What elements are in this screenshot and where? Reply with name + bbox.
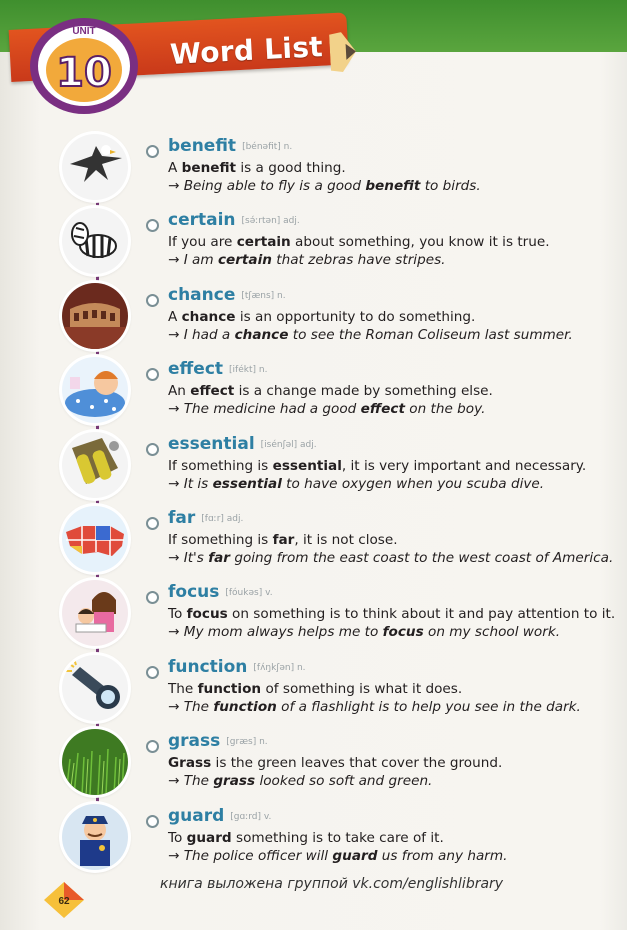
- headword: [168, 359, 267, 379]
- text-segment: going from the east coast to the west coast of America.: [230, 550, 614, 566]
- pronunciation: [fʌ́ŋkʃən] n.: [253, 662, 306, 673]
- bullet-circle-icon: [146, 443, 159, 456]
- keyword-highlight: certain: [236, 234, 291, 251]
- definition: [168, 830, 444, 846]
- keyword-highlight: essential: [212, 475, 282, 492]
- footer-watermark: книга выложена группой vk.com/englishlibrary: [160, 876, 504, 892]
- bullet-circle-icon: [146, 219, 159, 232]
- headword: [168, 806, 271, 826]
- pronunciation: [ifékt] n.: [229, 365, 268, 376]
- text-segment: looked so soft and green.: [255, 773, 433, 790]
- definition: [168, 755, 502, 771]
- oxygen-tank-icon: [62, 432, 128, 498]
- definition: [168, 681, 462, 697]
- example-sentence: [168, 848, 507, 864]
- text-segment: To: [168, 829, 187, 846]
- text-segment: to have oxygen when you scuba dive.: [281, 475, 545, 492]
- example-sentence: [168, 624, 560, 640]
- headword: [168, 582, 273, 602]
- keyword-highlight: focus: [186, 606, 228, 623]
- headword-text: benefit: [168, 136, 237, 156]
- definition: [168, 532, 398, 548]
- text-segment: of something is what it does.: [261, 680, 463, 697]
- text-segment: → It is: [168, 475, 213, 492]
- pronunciation: [græs] n.: [226, 737, 268, 748]
- text-segment: A: [168, 308, 182, 325]
- keyword-highlight: chance: [181, 308, 236, 325]
- keyword-highlight: function: [197, 680, 262, 697]
- word-entry-grass: [60, 733, 620, 805]
- text-segment: → My mom always helps me to: [168, 624, 383, 641]
- example-sentence: [168, 327, 573, 343]
- text-segment: , it is not close.: [294, 532, 398, 548]
- definition: [168, 234, 550, 250]
- word-entry-benefit: [60, 138, 620, 210]
- example-sentence: [168, 773, 432, 789]
- text-segment: → The police officer will: [168, 847, 333, 864]
- bullet-circle-icon: [146, 294, 159, 307]
- text-segment: → I had a: [168, 326, 235, 343]
- text-segment: on my school work.: [423, 624, 561, 641]
- page-title: Word List: [169, 30, 324, 71]
- text-segment: A: [168, 160, 182, 176]
- headword: [168, 508, 243, 528]
- keyword-highlight: far: [272, 532, 295, 548]
- headword: [168, 285, 286, 305]
- keyword-highlight: guard: [186, 829, 232, 846]
- unit-badge: [28, 14, 146, 116]
- definition: [168, 383, 493, 399]
- headword-text: far: [168, 508, 196, 528]
- pronunciation: [fɑːr] adj.: [201, 514, 244, 524]
- keyword-highlight: Grass: [168, 755, 212, 772]
- page-number: 62: [58, 896, 70, 907]
- keyword-highlight: benefit: [181, 160, 237, 176]
- headword: [168, 136, 292, 156]
- word-entry-chance: [60, 284, 620, 359]
- mom-child-icon: [62, 580, 128, 646]
- text-segment: to birds.: [420, 178, 481, 194]
- text-segment: on the boy.: [404, 401, 486, 418]
- headword-text: essential: [168, 433, 255, 454]
- text-segment: An: [168, 383, 191, 400]
- definition: [168, 309, 475, 325]
- headword: [168, 434, 317, 454]
- text-segment: If something is: [168, 457, 273, 474]
- keyword-highlight: chance: [234, 326, 289, 343]
- word-entry-essential: [60, 433, 620, 508]
- headword-text: focus: [168, 582, 220, 603]
- keyword-highlight: grass: [213, 773, 256, 790]
- definition: [168, 458, 586, 474]
- example-sentence: [168, 476, 544, 492]
- pronunciation: [tʃæns] n.: [241, 290, 286, 301]
- grass-icon: [62, 729, 128, 795]
- text-segment: → The: [168, 698, 214, 715]
- example-sentence: [168, 550, 613, 566]
- sick-boy-icon: [62, 357, 128, 423]
- example-sentence: [168, 699, 581, 715]
- word-entry-certain: [60, 212, 620, 284]
- bullet-circle-icon: [146, 517, 159, 530]
- text-segment: , it is very important and necessary.: [341, 457, 587, 474]
- text-segment: If you are: [168, 234, 237, 251]
- police-officer-icon: [62, 804, 128, 870]
- text-segment: To: [168, 606, 187, 623]
- definition: [168, 606, 615, 622]
- pronunciation: [bénəfit] n.: [242, 142, 293, 152]
- text-segment: of a flashlight is to help you see in the dark.: [276, 698, 581, 715]
- word-entry-focus: [60, 584, 620, 656]
- text-segment: is the green leaves that cover the ground.: [211, 755, 503, 772]
- text-segment: on something is to think about it and pay attention to it.: [227, 606, 616, 623]
- keyword-highlight: function: [213, 698, 277, 715]
- text-segment: that zebras have stripes.: [271, 252, 446, 269]
- headword-text: function: [168, 656, 248, 677]
- keyword-highlight: focus: [382, 624, 424, 641]
- headword: [168, 657, 306, 677]
- text-segment: → The medicine had a good: [168, 401, 361, 418]
- keyword-highlight: essential: [272, 457, 342, 474]
- bullet-circle-icon: [146, 815, 159, 828]
- text-segment: → I am: [168, 252, 218, 269]
- text-segment: → It's: [168, 550, 209, 566]
- word-entry-function: [60, 656, 620, 731]
- unit-label: UNIT: [72, 26, 96, 37]
- word-entry-far: [60, 510, 620, 582]
- pronunciation: [sə́ːrtən] adj.: [241, 216, 300, 227]
- word-entry-effect: [60, 361, 620, 433]
- text-segment: is a good thing.: [236, 160, 346, 176]
- headword-text: guard: [168, 805, 225, 826]
- pronunciation: [isénʃəl] adj.: [260, 439, 317, 450]
- unit-number: 10: [56, 50, 112, 96]
- text-segment: something is to take care of it.: [231, 829, 444, 846]
- page-number-badge: [44, 882, 84, 918]
- keyword-highlight: effect: [360, 401, 405, 418]
- keyword-highlight: guard: [332, 847, 378, 864]
- flashlight-icon: [62, 655, 128, 721]
- text-segment: is a change made by something else.: [234, 383, 493, 400]
- zebra-icon: [62, 208, 128, 274]
- text-segment: → Being able to fly is a good: [168, 178, 366, 194]
- keyword-highlight: effect: [190, 383, 235, 400]
- headword-text: certain: [168, 210, 236, 231]
- example-sentence: [168, 178, 481, 194]
- eagle-icon: [62, 134, 128, 200]
- headword: [168, 210, 300, 230]
- pencil-tip-icon: [329, 31, 357, 72]
- us-map-icon: [62, 506, 128, 572]
- keyword-highlight: far: [208, 550, 230, 566]
- bullet-circle-icon: [146, 591, 159, 604]
- definition: [168, 160, 346, 176]
- text-segment: us from any harm.: [377, 847, 508, 864]
- coliseum-icon: [62, 283, 128, 349]
- text-segment: to see the Roman Coliseum last summer.: [288, 326, 573, 343]
- bullet-circle-icon: [146, 740, 159, 753]
- bullet-circle-icon: [146, 145, 159, 158]
- text-segment: is an opportunity to do something.: [235, 308, 476, 325]
- keyword-highlight: certain: [217, 252, 272, 269]
- headword: [168, 731, 268, 751]
- example-sentence: [168, 401, 485, 417]
- example-sentence: [168, 252, 445, 268]
- headword-text: grass: [168, 731, 221, 752]
- headword-text: effect: [168, 359, 224, 380]
- pronunciation: [fóukəs] v.: [225, 588, 273, 599]
- bullet-circle-icon: [146, 666, 159, 679]
- text-segment: If something is: [168, 532, 273, 548]
- word-entry-guard: [60, 805, 620, 880]
- text-segment: → The: [168, 773, 214, 790]
- bullet-circle-icon: [146, 368, 159, 381]
- headword-text: chance: [168, 284, 236, 305]
- keyword-highlight: benefit: [365, 178, 421, 194]
- text-segment: about something, you know it is true.: [290, 234, 550, 251]
- text-segment: The: [168, 680, 198, 697]
- pronunciation: [gɑːrd] v.: [230, 811, 272, 822]
